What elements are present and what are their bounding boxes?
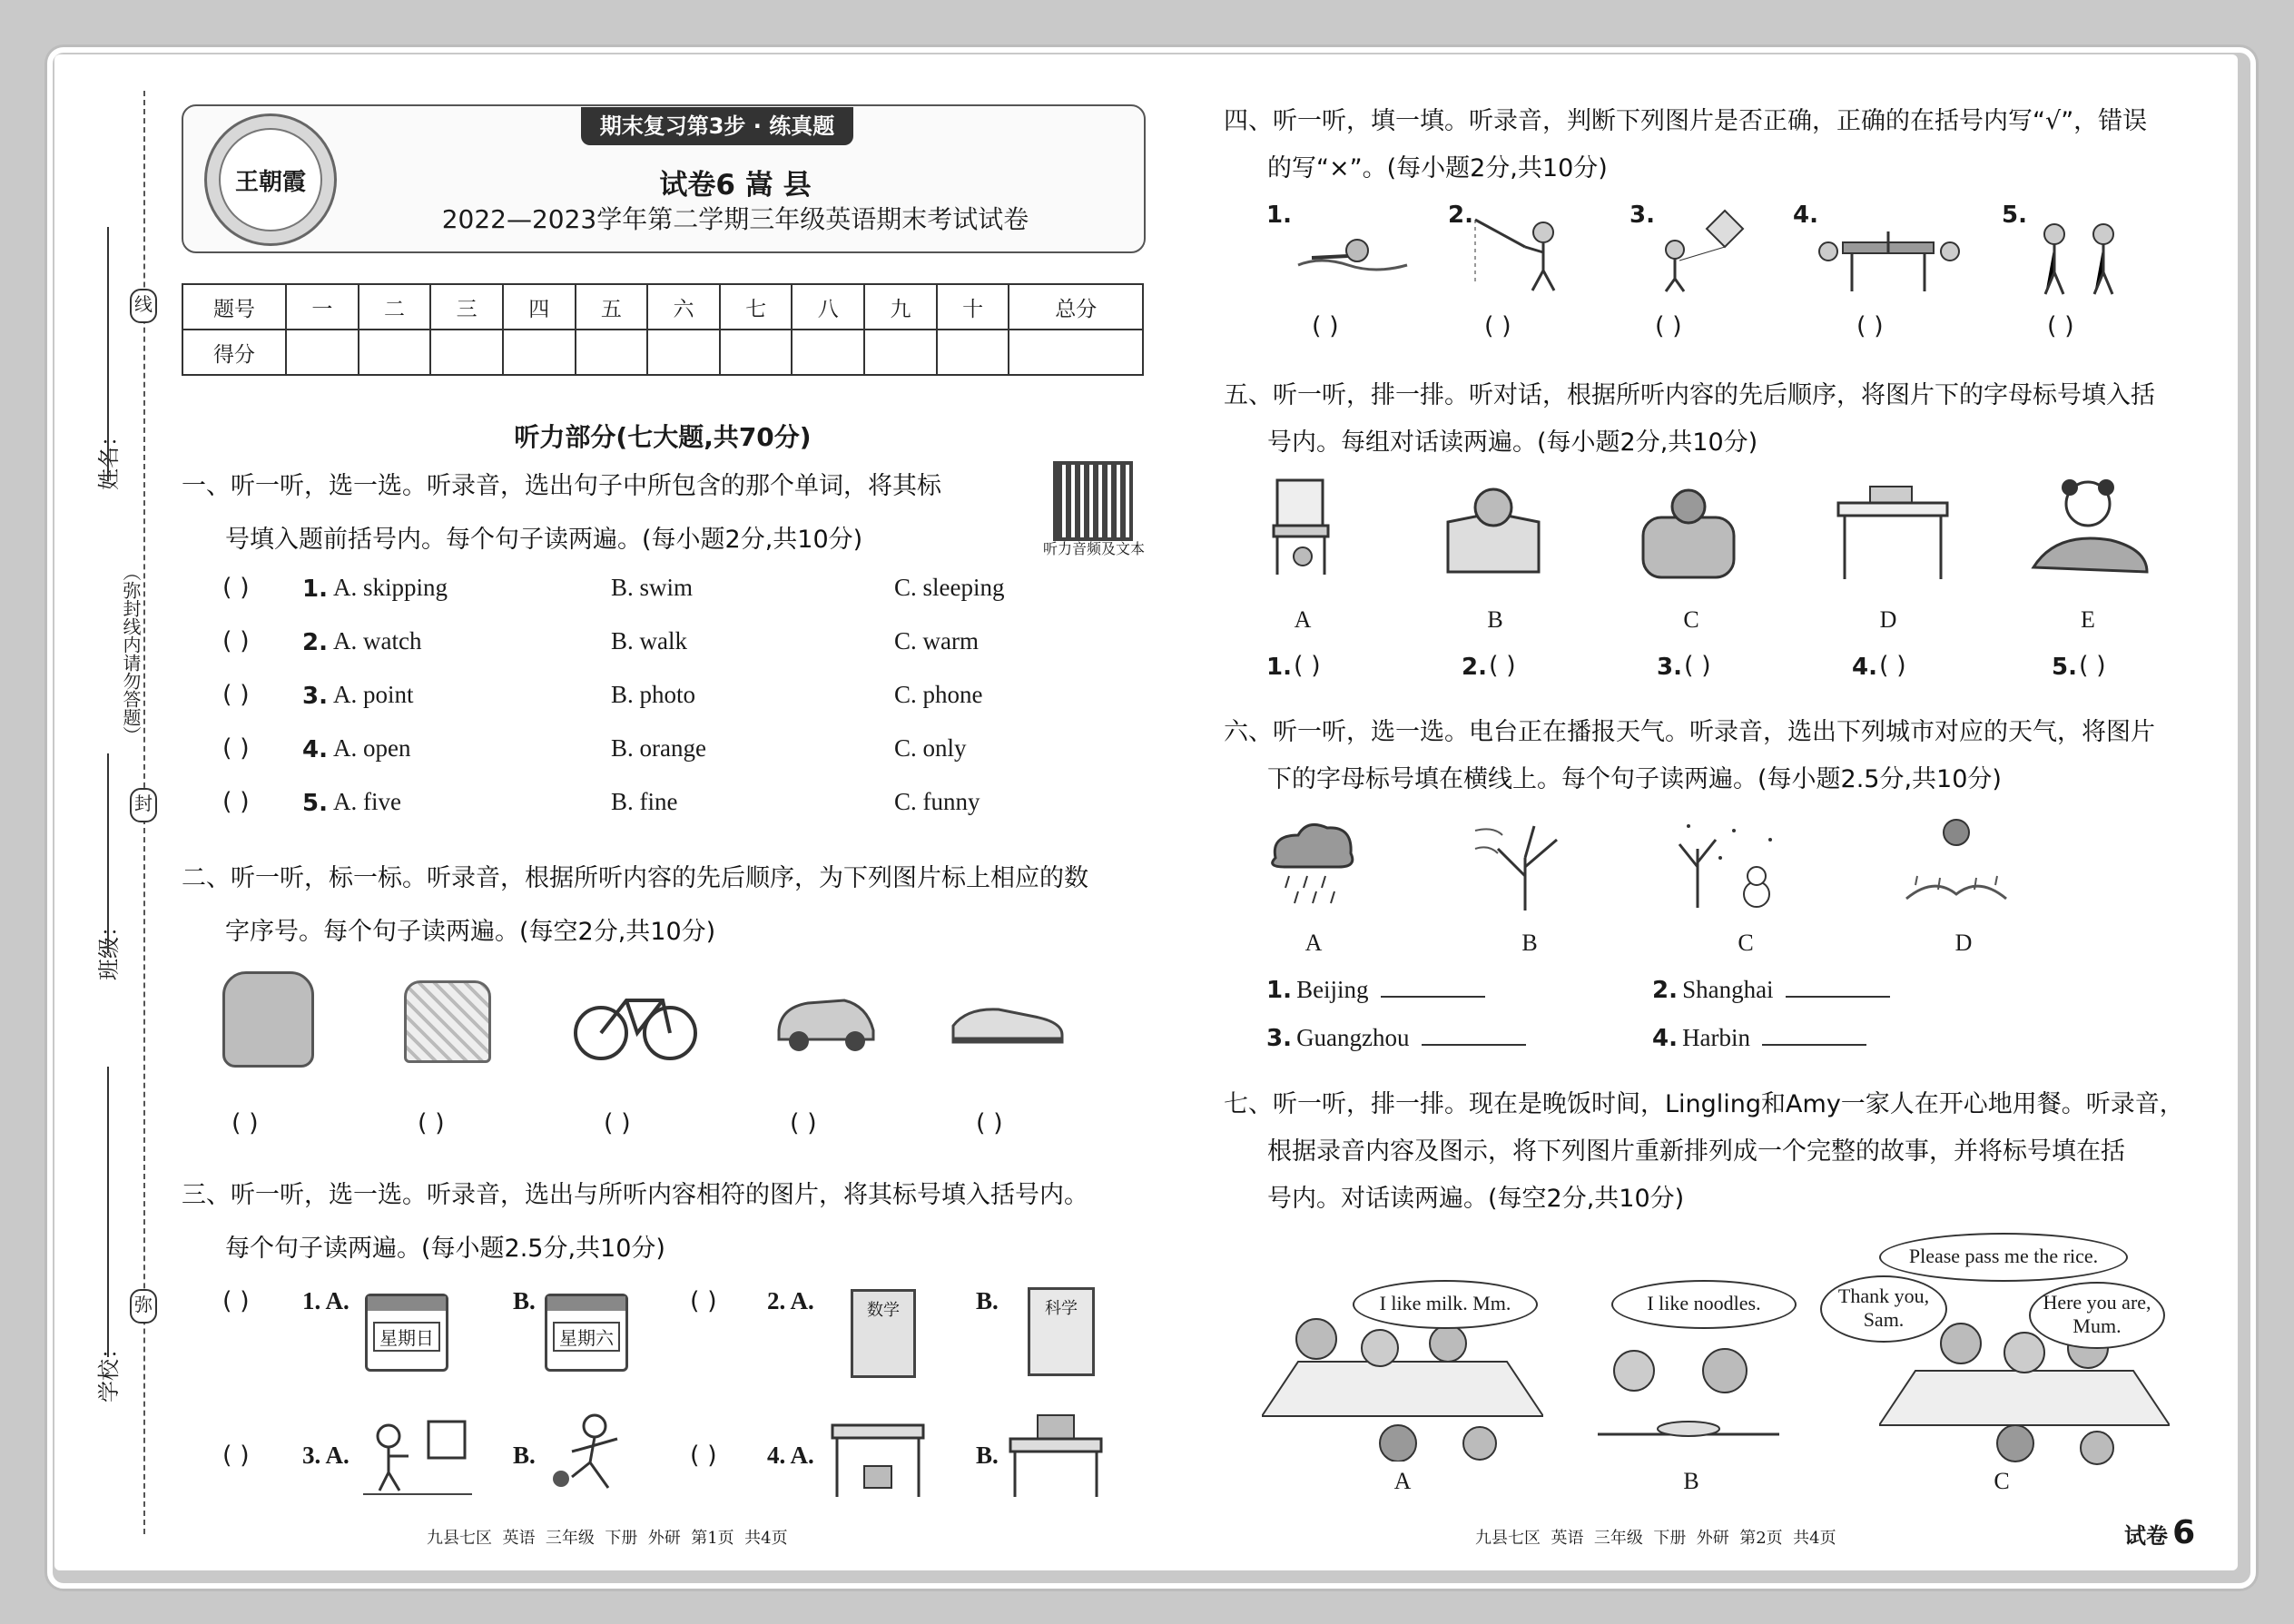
table-cell: 题号 [182, 284, 286, 330]
item-number: 2. A. [767, 1287, 814, 1314]
q5-title-line2: 号内。每组对话读两遍。(每小题2分,共10分) [1267, 428, 1758, 457]
story-scene-a [1262, 1307, 1543, 1462]
item-number: 2. [1462, 654, 1487, 681]
score-cell[interactable] [359, 330, 431, 375]
item-number: 5. [302, 790, 328, 817]
logo [204, 113, 337, 246]
item-number: 1. A. [302, 1287, 350, 1314]
answer-paren[interactable]: ( ) [222, 788, 250, 816]
option-c: C. funny [894, 788, 980, 815]
option-a: A. point [333, 681, 414, 708]
score-cell[interactable] [503, 330, 576, 375]
story-scene-b [1598, 1334, 1779, 1462]
option-c: C. sleeping [894, 574, 1005, 601]
item-number: 1. [302, 576, 328, 603]
score-cell[interactable] [792, 330, 864, 375]
answer-paren[interactable]: ( ) [1484, 312, 1511, 340]
paper-num: 6 [2172, 1514, 2196, 1551]
table-cell: 九 [864, 284, 937, 330]
logo-text: 王朝霞 [219, 128, 322, 231]
item-number: 4. [1652, 1025, 1678, 1052]
paper-title: 试卷6 嵩 县 [659, 169, 812, 202]
picture-letter: A [1305, 930, 1323, 956]
binding-marker-line: 线 [130, 289, 157, 323]
panda-on-cap-picture [2029, 477, 2151, 581]
option-b: B. orange [611, 734, 706, 762]
picture-letter: B [1521, 930, 1538, 956]
answer-paren[interactable]: ( ) [418, 1109, 445, 1137]
item-number: 1. [1266, 202, 1292, 229]
option-a: A. open [333, 734, 411, 762]
paper-label: 试卷 [2124, 1523, 2168, 1549]
science-book [1028, 1287, 1095, 1376]
option-c: C. only [894, 734, 967, 762]
list-item [222, 788, 1130, 842]
item-number: 3. [1266, 1025, 1292, 1052]
city-name: Beijing [1296, 976, 1369, 1003]
binding-marker-seal: 封 [130, 788, 157, 822]
listening-header: 听力部分(七大题,共70分) [514, 422, 812, 452]
calendar-sunday [365, 1294, 448, 1372]
paper-subtitle: 2022—2023学年第二学期三年级英语期末考试试卷 [441, 204, 1029, 234]
score-cell[interactable] [576, 330, 648, 375]
binding-notice: （弥封线内请勿答题） [120, 563, 142, 744]
snow-scene-icon [1670, 812, 1788, 912]
table-cell: 七 [720, 284, 793, 330]
item-number: 2. [302, 629, 328, 656]
score-table [182, 283, 1144, 376]
city-row [1266, 1024, 1526, 1052]
name-label: 姓名： [96, 425, 122, 490]
city-name: Guangzhou [1296, 1024, 1410, 1051]
item-number: 2. [1448, 202, 1473, 229]
picture-letter: D [1879, 606, 1897, 633]
school-field-line[interactable] [107, 1067, 109, 1357]
footer-right: 九县七区 英语 三年级 下册 外研 第2页 共4页 [1475, 1529, 1836, 1548]
speech-bubble: Thank you, Sam. [1820, 1275, 1947, 1343]
q4-title: 四、听一听，填一填。听录音，判断下列图片是否正确，正确的在括号内写“√”，错误 [1224, 107, 2148, 135]
option-a: A. watch [333, 627, 422, 655]
paper-number [2124, 1514, 2195, 1551]
item-number: 3. A. [302, 1442, 350, 1469]
footer-left: 九县七区 英语 三年级 下册 外研 第1页 共4页 [427, 1529, 788, 1548]
q7-title-line3: 号内。对话读两遍。(每空2分,共10分) [1267, 1185, 1685, 1213]
speech-bubble: Please pass me the rice. [1879, 1233, 2128, 1282]
score-cell[interactable] [1009, 330, 1143, 375]
option-label-b: B. [976, 1287, 999, 1314]
picture-letter: A [1393, 1468, 1412, 1494]
score-cell[interactable] [937, 330, 1009, 375]
qr-caption: 听力音频及文本 [1042, 540, 1145, 557]
table-cell: 三 [430, 284, 503, 330]
answer-paren[interactable]: ( ) [231, 1109, 259, 1137]
name-field-line[interactable] [107, 227, 109, 481]
calendar-saturday [545, 1294, 628, 1372]
picture-letter: C [1738, 930, 1754, 956]
table-cell: 四 [503, 284, 576, 330]
q1-title-line2: 号填入题前括号内。每个句子读两遍。(每小题2分,共10分) [225, 526, 863, 554]
option-label-b: B. [513, 1287, 536, 1314]
q6-title-line2: 下的字母标号填在横线上。每个句子读两遍。(每小题2.5分,共10分) [1267, 765, 2002, 793]
item-number: 4. [1852, 654, 1877, 681]
answer-paren[interactable]: ( ) [222, 574, 250, 602]
option-b: B. walk [611, 627, 687, 655]
binding-marker-close: 弥 [130, 1289, 157, 1324]
item-number: 1. [1266, 977, 1292, 1004]
option-b: B. fine [611, 788, 678, 815]
two-boys-picture [2029, 220, 2129, 297]
option-b: B. photo [611, 681, 696, 708]
answer-blank[interactable] [1422, 1044, 1526, 1046]
picture-letter: B [1683, 1468, 1699, 1494]
item-number: 3. [1629, 202, 1655, 229]
answer-paren[interactable]: ( ) [976, 1109, 1003, 1137]
item-number: 1. [1266, 654, 1292, 681]
speech-bubble: I like milk. Mm. [1353, 1280, 1538, 1329]
table-cell: 得分 [182, 330, 286, 375]
q4-pictures [1266, 202, 2192, 338]
kite-picture [1652, 206, 1752, 292]
box-under-desk-picture [828, 1421, 928, 1498]
sunny-icon [1897, 812, 2015, 912]
table-cell: 八 [792, 284, 864, 330]
answer-paren[interactable]: ( ) [1684, 652, 1711, 680]
answer-paren[interactable]: ( ) [222, 681, 250, 709]
banner: 期末复习第3步 · 练真题 [581, 107, 853, 145]
box-on-desk-picture [1006, 1412, 1106, 1498]
q3-title: 三、听一听，选一选。听录音，选出与所听内容相符的图片，将其标号填入括号内。 [182, 1181, 1088, 1209]
speech-bubble: I like noodles. [1611, 1280, 1797, 1329]
picture-letter: B [1487, 606, 1503, 633]
car-icon [772, 989, 881, 1053]
item-number: 5. [2002, 202, 2027, 229]
answer-paren[interactable]: ( ) [1489, 652, 1516, 680]
answer-paren[interactable]: ( ) [222, 627, 250, 655]
score-cell[interactable] [720, 330, 793, 375]
q2-title-line2: 字序号。每个句子读两遍。(每空2分,共10分) [225, 918, 716, 946]
rain-cloud-icon [1262, 817, 1362, 908]
item-number: 5. [2052, 654, 2077, 681]
score-table-header-row [182, 284, 1143, 330]
city-row [1652, 1024, 1866, 1052]
city-row [1652, 976, 1890, 1004]
answer-paren[interactable]: ( ) [1856, 312, 1884, 340]
score-table-score-row [182, 330, 1143, 375]
q2-title: 二、听一听，标一标。听录音，根据所听内容的先后顺序，为下列图片标上相应的数 [182, 864, 1088, 892]
option-c: C. phone [894, 681, 983, 708]
chair-picture [1266, 477, 1339, 576]
picture-letter: C [1683, 606, 1699, 633]
city-name: Shanghai [1682, 976, 1774, 1003]
sweater-icon [404, 980, 491, 1063]
item-number: 3. [302, 683, 328, 710]
table-cell: 五 [576, 284, 648, 330]
picture-letter: D [1954, 930, 1973, 956]
option-label-b: B. [976, 1442, 999, 1469]
table-cell: 一 [286, 284, 359, 330]
score-cell[interactable] [286, 330, 359, 375]
city-name: Harbin [1682, 1024, 1751, 1051]
option-b: B. swim [611, 574, 694, 601]
q3-title-line2: 每个句子读两遍。(每小题2.5分,共10分) [225, 1235, 665, 1263]
item-number: 4. A. [767, 1442, 814, 1469]
list-item [222, 627, 1130, 681]
score-cell[interactable] [864, 330, 937, 375]
book-label: 科学 [1045, 1299, 1078, 1318]
desk-picture [1834, 481, 1952, 581]
city-row [1266, 976, 1485, 1004]
score-cell[interactable] [647, 330, 720, 375]
sneakers-icon [949, 989, 1067, 1053]
class-label: 班级： [96, 915, 122, 980]
table-cell: 总分 [1009, 284, 1143, 330]
q4-title-line2: 的写“×”。(每小题2分,共10分) [1267, 154, 1608, 182]
q1-list [222, 574, 1130, 842]
q5-title: 五、听一听，排一排。听对话，根据所听内容的先后顺序，将图片下的字母标号填入括 [1224, 381, 2155, 409]
table-tennis-picture [1816, 215, 1961, 292]
option-a: A. skipping [333, 574, 448, 601]
q1-title: 一、听一听，选一选。听录音，选出句子中所包含的那个单词，将其标 [182, 472, 941, 500]
answer-paren[interactable]: ( ) [690, 1442, 717, 1470]
picture-letter: C [1994, 1468, 2010, 1494]
speech-bubble: Here you are, Mum. [2029, 1282, 2165, 1349]
math-book [851, 1289, 916, 1378]
calendar-label: 星期日 [373, 1322, 440, 1352]
picture-letter: A [1294, 606, 1312, 633]
windy-tree-icon [1471, 812, 1580, 912]
answer-paren[interactable]: ( ) [222, 1287, 250, 1315]
list-item [222, 574, 1130, 627]
answer-blank[interactable] [1381, 996, 1485, 998]
option-c: C. warm [894, 627, 979, 655]
boy-football-picture [545, 1412, 635, 1493]
answer-blank[interactable] [1762, 1044, 1866, 1046]
q7-title: 七、听一听，排一排。现在是晚饭时间，Lingling和Amy一家人在开心地用餐。听录音， [1224, 1090, 2184, 1118]
school-label: 学校： [96, 1337, 122, 1403]
answer-paren[interactable]: ( ) [1879, 652, 1906, 680]
table-cell: 十 [937, 284, 1009, 330]
item-number: 4. [1793, 202, 1818, 229]
item-number: 3. [1657, 654, 1682, 681]
list-item [222, 681, 1130, 734]
calendar-label: 星期六 [553, 1322, 620, 1352]
answer-paren[interactable]: ( ) [690, 1287, 717, 1315]
qr-code-icon[interactable] [1053, 461, 1133, 541]
backpack-icon [222, 971, 314, 1068]
answer-paren[interactable]: ( ) [2079, 652, 2106, 680]
book-label: 数学 [867, 1301, 900, 1320]
answer-paren[interactable]: ( ) [222, 734, 250, 763]
q7-title-line2: 根据录音内容及图示，将下列图片重新排列成一个完整的故事，并将标号填在括 [1267, 1137, 2125, 1166]
answer-paren[interactable]: ( ) [790, 1109, 817, 1137]
score-cell[interactable] [430, 330, 503, 375]
option-a: A. five [333, 788, 401, 815]
answer-paren[interactable]: ( ) [1655, 312, 1682, 340]
answer-paren[interactable]: ( ) [604, 1109, 631, 1137]
list-item [222, 734, 1130, 788]
bicycle-icon [572, 980, 699, 1062]
answer-paren[interactable]: ( ) [2047, 312, 2074, 340]
answer-paren[interactable]: ( ) [1294, 652, 1321, 680]
item-number: 4. [302, 736, 328, 763]
q6-title: 六、听一听，选一选。电台正在播报天气。听录音，选出下列城市对应的天气，将图片 [1224, 718, 2155, 746]
item-number: 2. [1652, 977, 1678, 1004]
boy-drawing-picture [363, 1416, 472, 1495]
answer-paren[interactable]: ( ) [1312, 312, 1339, 340]
cat-on-bag-picture [1634, 481, 1743, 581]
fishing-picture [1471, 211, 1570, 292]
option-label-b: B. [513, 1442, 536, 1469]
dog-in-box-picture [1439, 486, 1548, 576]
swimming-picture [1294, 229, 1412, 283]
picture-letter: E [2081, 606, 2095, 633]
table-cell: 二 [359, 284, 431, 330]
table-cell: 六 [647, 284, 720, 330]
class-field-line[interactable] [107, 753, 109, 953]
answer-paren[interactable]: ( ) [222, 1442, 250, 1470]
answer-blank[interactable] [1786, 996, 1890, 998]
